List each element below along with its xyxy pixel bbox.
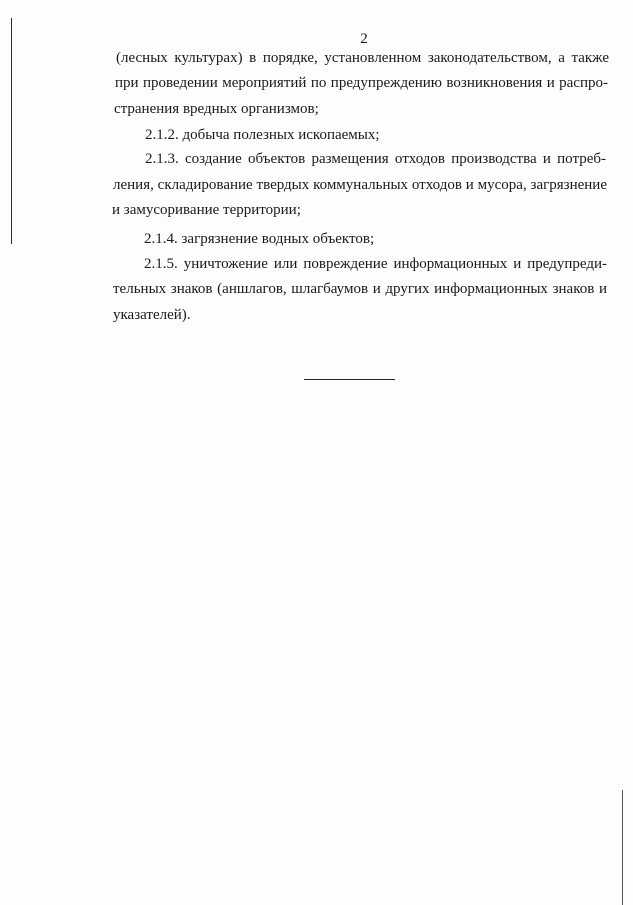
item-2-1-3-line-2: ления, складирование твердых коммунальных отходов и мусора, загрязнение (113, 177, 607, 193)
item-2-1-3-line-1: 2.1.3. создание объектов размещения отходов производства и потреб- (145, 151, 606, 167)
scan-edge-left (11, 18, 12, 244)
paragraph-line-2: при проведении мероприятий по предупреждению возникновения и распро- (115, 75, 608, 91)
end-of-text-rule (304, 379, 395, 380)
item-2-1-5-line-2: тельных знаков (аншлагов, шлагбаумов и других информационных знаков и (113, 281, 607, 297)
paragraph-line-1: (лесных культурах) в порядке, установленном законодательством, а также (116, 50, 609, 66)
item-2-1-5-line-3: указателей). (113, 307, 191, 323)
scan-edge-right (622, 790, 623, 905)
paragraph-line-3: странения вредных организмов; (114, 101, 319, 117)
item-2-1-5-line-1: 2.1.5. уничтожение или повреждение информационных и предупреди- (144, 256, 607, 272)
item-2-1-4: 2.1.4. загрязнение водных объектов; (144, 231, 375, 247)
item-2-1-3-line-3: и замусоривание территории; (112, 202, 301, 218)
page-number: 2 (360, 31, 368, 47)
item-2-1-2: 2.1.2. добыча полезных ископаемых; (145, 127, 380, 143)
